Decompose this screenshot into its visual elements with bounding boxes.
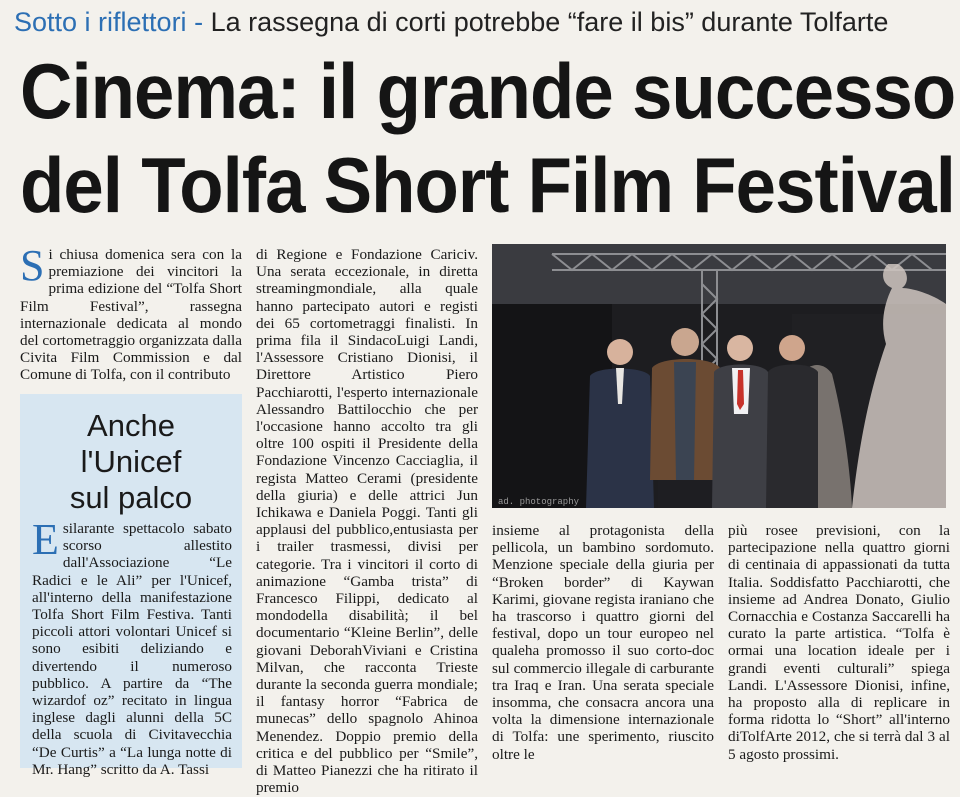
kicker-rubric: Sotto i riflettori <box>14 7 187 37</box>
headline-line-1: Cinema: il grande successo <box>20 47 956 135</box>
festival-photo-illustration <box>492 244 946 508</box>
kicker-subtitle: La rassegna di corti potrebbe “fare il bis” durante Tolfarte <box>210 7 889 37</box>
column-2-text: di Regione e Fondazione Cariciv. Una serata eccezionale, in diretta streamingmondiale, alla quale hanno partecipato autori e registi dei 65 cortometraggi finalisti. In prima fila il SindacoLuigi Landi, l'Assessore Cristiano Dionisi, il Direttore Artistico Piero Pacchiarotti, l'esperto internazionale Alessandro Battilocchio che per l'occasione hanno accolto tra gli oltre 100 ospiti il Presidente della Fondazione Vincenzo Cacciaglia, il regista Matteo Cerami (presidente della giuria) e delle attrici Jun Ichikawa e Daniela Poggi. Tanti gli applausi del pubblico,entusiasta per i trailer trasmessi, divisi per categorie. Tra i vincitori il corto di animazione “Gamba trista” di Francesco Filippi, dedicato al mondodella disabilità; il bel documentario “Kleine Berlin”, delle giovani DeborahViviani e Cristina Milvan, che racconta Trieste durante la seconda guerra mondiale; il fantasy horror “Fabrica de munecas” dello spagnolo Ahinoa Menendez. Doppio premio della critica e del pubblico per “Smile”, di Matteo Pianezzi che ha ritirato il premio <box>256 246 478 797</box>
sidebar-body-text: silarante spettacolo sabato scorso allestito dall'Associazione “Le Radici e le Ali” per l'Unicef, all'interno della manifestazione Tolfa Short Film Festiva. Tanti piccoli attori volontari Unicef si sono esibiti deliziando e divertendo il numeroso pubblico. A partire da “The wizardof oz” recitato in lingua inglese dagli alunni della 5C della scuola di Civitavecchia “De Curtis” a “La lunga notte di Mr. Hang” scritto da A. Tassi <box>32 520 232 778</box>
article-column-4 <box>728 522 950 763</box>
column-3-text: insieme al protagonista della pellicola, un bambino sordomuto. Menzione speciale della giuria per “Broken border” di Kaywan Karimi, giovane regista iraniano che ha trascorso i quattro giorni del festival, dopo un tour europeo nel qualeha promosso il suo corto-doc sul commercio illegale di carburante tra Iraq e Iran. Una serata speciale insomma, che consacra ancora una volta la dimensione internazionale di Tolfa: une sperimento, riuscito oltre le <box>492 522 714 763</box>
sidebar-title-line-3: sul palco <box>69 480 193 515</box>
kicker-separator: - <box>186 7 211 37</box>
headline-line-2: del Tolfa Short Film Festival <box>20 141 956 229</box>
sidebar-drop-cap: E <box>32 515 59 564</box>
festival-photo <box>492 244 946 508</box>
sidebar-title-line-2: l'Unicef <box>80 444 182 479</box>
article-column-1 <box>20 241 242 384</box>
column-1-text: i chiusa domenica sera con la premiazione dei vincitori la prima edizione del “Tolfa Short Film Festival”, rassegna internazionale dedicata al mondo del cortometraggio organizzata dalla Civita Film Commission e dal Comune di Tolfa, con il contributo <box>20 246 242 384</box>
sidebar-title <box>20 408 242 516</box>
drop-cap: S <box>20 241 45 290</box>
column-4-text: più rosee previsioni, con la partecipazione nella quattro giorni di centinaia di appassionati da tutta Italia. Soddisfatto Pacchiarotti, che insieme ad Andrea Donato, Giulio Cornacchia e Costanza Saccarelli ha curato la parte artistica. “Tolfa è ormai una location ideale per i grandi eventi culturali” spiega Landi. L'Assessore Dionisi, infine, ha proposto alla di replicare in forma ridotta lo “Short” all'interno diTolfArte 2012, che si terrà dal 3 al 5 agosto prossimi. <box>728 522 950 763</box>
article-headline <box>20 44 956 232</box>
photo-credit: ad. photography <box>498 497 580 507</box>
article-column-3 <box>492 522 714 763</box>
sidebar-title-line-1: Anche <box>87 408 175 443</box>
section-kicker <box>14 4 954 40</box>
article-column-2 <box>256 246 478 797</box>
sidebar-body <box>32 515 232 778</box>
sidebar-box-unicef <box>20 394 242 778</box>
